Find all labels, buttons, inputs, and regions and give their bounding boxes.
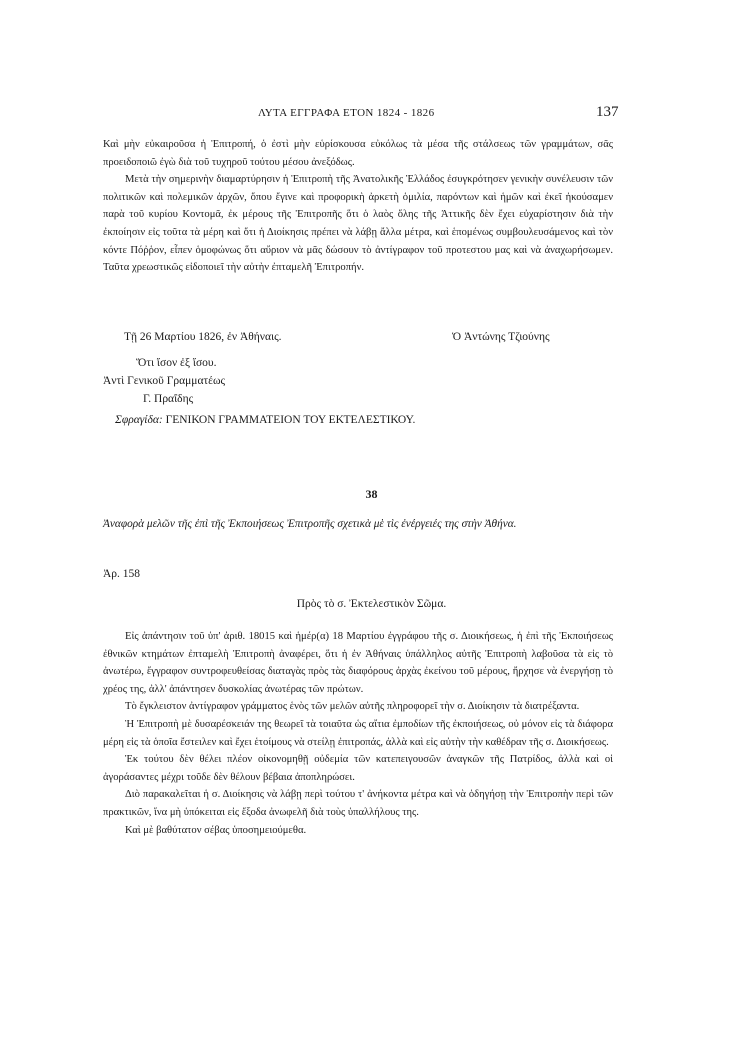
- certifier-title: Ἀντὶ Γενικοῦ Γραμματέως: [103, 375, 226, 387]
- paragraph: Καὶ μὲ βαθύτατον σέβας ὑποσημειούμεθα.: [125, 824, 307, 836]
- page-number: 137: [596, 104, 619, 120]
- page-header: [0, 104, 743, 127]
- certifier-name: Γ. Πραΐδης: [143, 393, 194, 405]
- certification: Ὅτι ἴσον ἐξ ἴσου.: [136, 357, 217, 369]
- signatory: Ὁ Ἀντώνης Τζιούνης: [452, 331, 550, 343]
- paragraph: Εἰς ἀπάντησιν τοῦ ὑπ' ἀριθ. 18015 καὶ ἡμέρ(α) 18 Μαρτίου ἐγγράφου τῆς σ. Διοικήσεως, ἡ ἐπὶ τῆς Ἐκποιήσεως ἐθνικῶν κτημάτων ἐπταμελὴ Ἐπιτροπὴ ἀναφέρει, ὅτι ἡ ἐν Ἀθήναις ὑπάλληλος αὐτῆς Ἐπιτροπὴ λαβοῦσα τὰ εἰς τὸ ἀνωτέρω, ἔγγραφον συντροφευθείσας διαταγὰς πρὸς τὰς διαφόρους ἀρχὰς ἐκείνου τοῦ μέρους, ἤρχησε νὰ ἐνεργήσῃ τὸ χρέος της, ἀλλ' ἀπάντησεν δυσκολίας ἀνωτέρας τῶν πρώτων.: [103, 631, 613, 695]
- document-number: 38: [365, 487, 378, 501]
- document-body: [103, 628, 613, 839]
- paragraph: Διὸ παρακαλεῖται ἡ σ. Διοίκησις νὰ λάβῃ περὶ τούτου τ' ἀνήκοντα μέτρα καὶ νὰ ὁδηγήσῃ τὴν Ἐπιτροπὴν περὶ τῶν πρακτικῶν, ἵνα μὴ ὑπόκειται εἰς ἔξοδα ἀνωφελῆ διὰ τοὺς ὑπαλλήλους της.: [103, 789, 613, 818]
- paragraph: Καὶ μὴν εὐκαιροῦσα ἡ Ἐπιτροπή, ὁ ἐστὶ μὴν εὑρίσκουσα εὐκόλως τὰ μέσα τῆς στάλσεως τῶν γραμμάτων, σᾶς προειδοποιῶ ἐγὼ διὰ τοῦ τυχηροῦ τούτου μέσου ἀνεξόδως.: [103, 139, 613, 168]
- seal-text: ΓΕΝΙΚΟΝ ΓΡΑΜΜΑΤΕΙΟΝ ΤΟΥ ΕΚΤΕΛΕΣΤΙΚΟΥ.: [165, 414, 416, 426]
- paragraph: Μετὰ τὴν σημερινὴν διαμαρτύρησιν ἡ Ἐπιτροπὴ τῆς Ἀνατολικῆς Ἑλλάδος ἐσυγκρότησεν γενικὴν συνέλευσιν τῶν πολιτικῶν καὶ πολεμικῶν ἀρχῶν, ὅπου ἔγινε καὶ προφορικὴ ἀρκετὴ ὁμιλία, παρόντων καὶ ἡμῶν καὶ ἐκεῖ ἠκούσαμεν παρὰ τοῦ κυρίου Κοντομᾶ, ἐκ μέρους τῆς Ἐπιτροπῆς ὅτι ὁ λαὸς ὅλης τῆς Ἀττικῆς δὲν ἔχει εὐχαρίστησιν διὰ τὴν ἐκποίησιν εἰς τοῦτα τὰ μέρη καὶ ὅτι ἡ Διοίκησις πρέπει νὰ λάβῃ ἄλλα μέτρα, καὶ ἑπομένως συμβουλευσάμενος καὶ τὸν κόντε Πόῤῥον, εἶπεν ὁμοφώνως ὅτι αὔριον νὰ μᾶς δώσουν τὸ ἀντίγραφον τοῦ προτεστου μας καὶ νὰ ἀναχωρήσωμεν. Ταῦτα χρεωστικῶς εἰδοποιεῖ τὴν αὐτὴν ἐπταμελῆ Ἐπιτροπήν.: [103, 174, 613, 274]
- seal-line: [115, 414, 415, 426]
- document-title: Ἀναφορὰ μελῶν τῆς ἐπὶ τῆς Ἐκποιήσεως Ἐπιτροπῆς σχετικὰ μὲ τὶς ἐνέργειές της στὴν Ἀθήνα.: [103, 518, 517, 530]
- paragraph: Τὸ ἔγκλειστον ἀντίγραφον γράμματος ἑνὸς τῶν μελῶν αὐτῆς πληροφορεῖ τὴν σ. Διοίκησιν τὰ διατρέξαντα.: [125, 701, 580, 713]
- top-section-body: [103, 136, 613, 277]
- paragraph: Ἡ Ἐπιτροπὴ μὲ δυσαρέσκειάν της θεωρεῖ τὰ τοιαῦτα ὡς αἴτια ἐμποδίων τῆς ἐκποιήσεως, οὐ μόνον εἰς τὰ διάφορα μέρη εἰς τὰ ὁποῖα ἔστειλεν καὶ ἔχει ἑτοίμους νὰ στείλῃ ἐπιτροπάς, ἀλλὰ καὶ εἰς αὐτὴν τὴν καθέδραν τῆς σ. Διοικήσεως.: [103, 718, 613, 748]
- date-place: Τῇ 26 Μαρτίου 1826, ἐν Ἀθήναις.: [124, 331, 282, 343]
- reference-number: Ἀρ. 158: [103, 568, 141, 580]
- seal-label: Σφραγίδα:: [115, 414, 163, 426]
- running-title: ΛΥΤΑ ΕΓΓΡΑΦΑ ΕΤΟΝ 1824 - 1826: [258, 107, 435, 119]
- addressee: Πρὸς τὸ σ. Ἐκτελεστικὸν Σῶμα.: [296, 598, 447, 610]
- paragraph: Ἐκ τούτου δὲν θέλει πλέον οἰκονομηθῇ οὐδεμία τῶν κατεπειγουσῶν ἀναγκῶν τῆς Πατρίδος, ἀλλὰ καὶ οἱ ἀγοράσαντες μέχρι τοῦδε δὲν θέλουν βέβαια ἀποπληρώσει.: [103, 754, 613, 783]
